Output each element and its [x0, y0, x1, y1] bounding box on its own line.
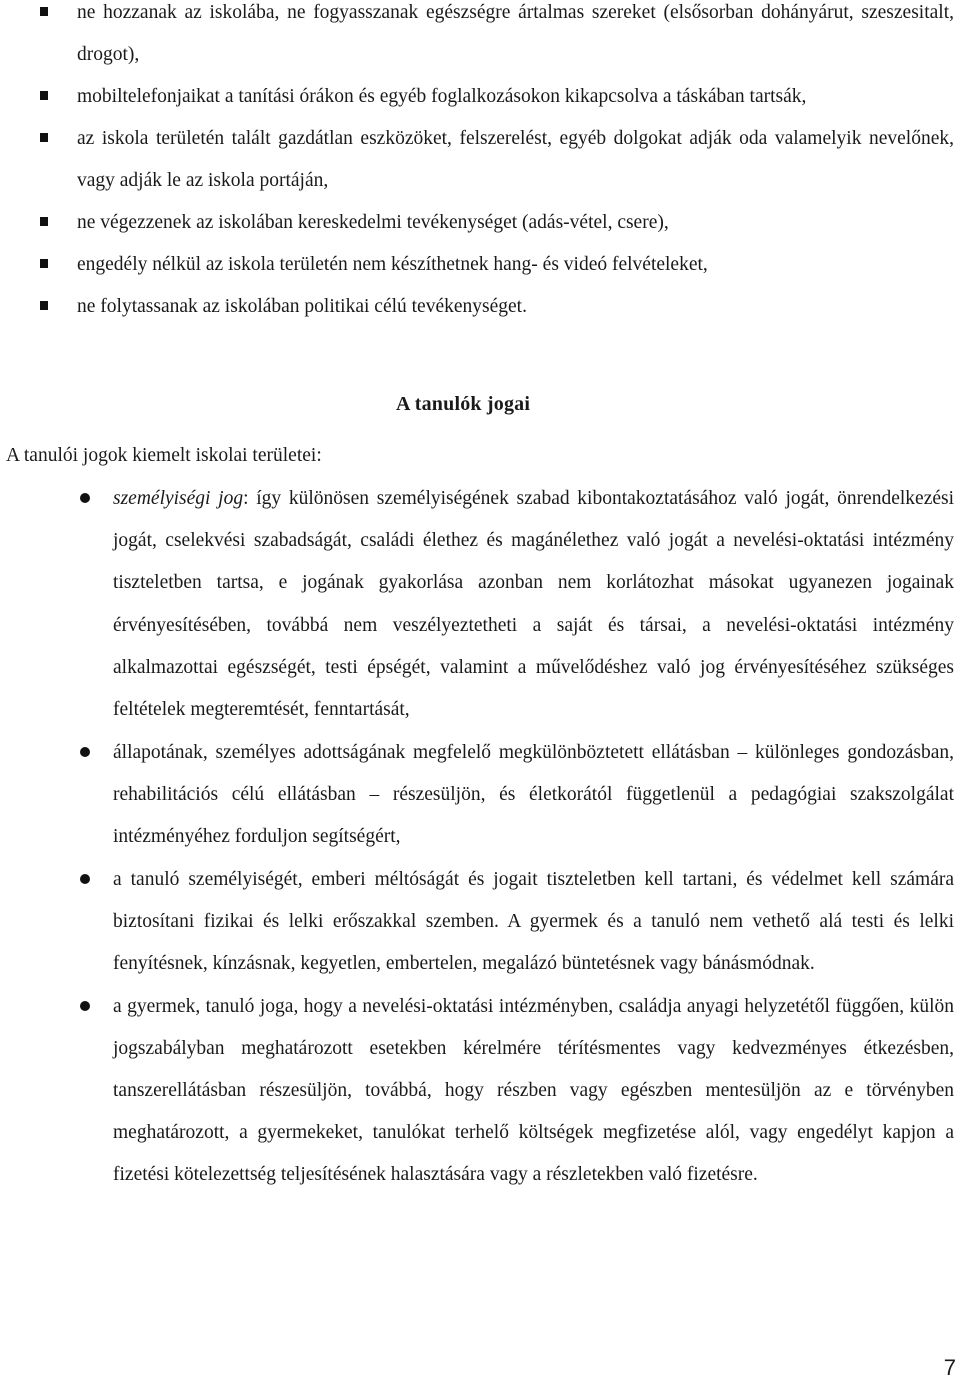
page-number: 7	[943, 1355, 956, 1380]
section-intro: A tanulói jogok kiemelt iskolai területei:	[6, 445, 322, 466]
list-item: ne hozzanak az iskolába, ne fogyasszanak egészségre ártalmas szereket (elsősorban dohányárut, szeszesitalt, drogot),	[0, 0, 960, 76]
list-item	[0, 478, 960, 731]
section-heading: A tanulók jogai	[396, 393, 531, 415]
list-item-text: a tanuló személyiségét, emberi méltóságát és jogait tiszteletben kell tartani, és védelmet kell számára biztosítani fizikai és lelki erőszakkal szemben. A gyermek és a tanuló nem vethető alá testi és lelki fenyítésnek, kínzásnak, kegyetlen, embertelen, megalázó büntetésnek vagy bánásmódnak.	[113, 868, 954, 975]
rights-list	[0, 478, 960, 1197]
rules-list	[0, 0, 960, 328]
list-item: engedély nélkül az iskola területén nem készíthetnek hang- és videó felvételeket,	[0, 244, 960, 286]
list-item: ne folytassanak az iskolában politikai célú tevékenységet.	[0, 286, 960, 328]
list-item	[0, 859, 960, 986]
list-item-lead: személyiségi jog	[113, 488, 244, 509]
list-item	[0, 732, 960, 859]
list-item-text: : így különösen személyiségének szabad kibontakoztatásához való jogát, önrendelkezési jogát, cselekvési szabadságát, családi élethez és magánélethez való jogát a nevelési-oktatási intézmény tiszteletben tartsa, e jogának gyakorlása azonban nem korlátozhat másokat ugyanezen jogainak érvényesítésében, továbbá nem veszélyeztetheti a saját és társai, a nevelési-oktatási intézmény alkalmazottai egészségét, testi épségét, valamint a művelődéshez való jog érvényesítéséhez szükséges feltételek megteremtését, fenntartását,	[113, 488, 955, 721]
list-item: az iskola területén talált gazdátlan eszközöket, felszerelést, egyéb dolgokat adják oda valamelyik nevelőnek, vagy adják le az iskola portáján,	[0, 118, 960, 202]
list-item	[0, 986, 960, 1197]
list-item-text: állapotának, személyes adottságának megfelelő megkülönböztetett ellátásban – különleges gondozásban, rehabilitációs célú ellátásban – részesüljön, és életkorától függetlenül a pedagógiai szakszolgálat intézményéhez forduljon segítségért,	[113, 741, 954, 848]
list-item: ne végezzenek az iskolában kereskedelmi tevékenységet (adás-vétel, csere),	[0, 202, 960, 244]
list-item-text: a gyermek, tanuló joga, hogy a nevelési-oktatási intézményben, családja anyagi helyzetétől függően, külön jogszabályban meghatározott esetekben kérelmére térítésmentes vagy kedvezményes étkezésben, tanszerellátásban részesüljön, továbbá, hogy részben vagy egészben mentesüljön az e törvényben meghatározott, a gyermekeket, tanulókat terhelő költségek megfizetése alól, vagy engedélyt kapjon a fizetési kötelezettség teljesítésének halasztására vagy a részletekben való fizetésre.	[113, 995, 954, 1186]
list-item: mobiltelefonjaikat a tanítási órákon és egyéb foglalkozásokon kikapcsolva a táskában tartsák,	[0, 76, 960, 118]
